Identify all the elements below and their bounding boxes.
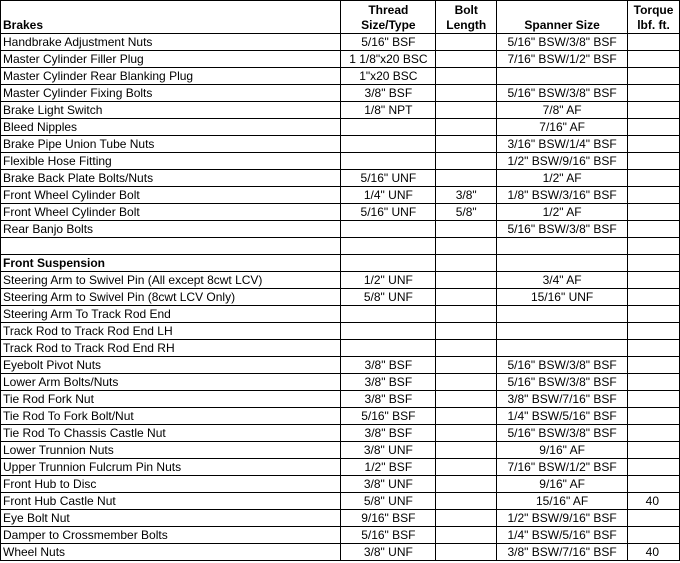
table-row — [1, 306, 680, 323]
cell-thread — [341, 136, 436, 153]
cell-spanner — [497, 68, 628, 85]
cell-thread: 5/8" UNF — [341, 493, 436, 510]
cell-thread: 5/16" BSF — [341, 34, 436, 51]
cell-spanner — [497, 323, 628, 340]
header-bolt-line1: Bolt — [454, 3, 478, 17]
cell-torque — [628, 204, 680, 221]
cell-component: Front Hub to Disc — [1, 476, 341, 493]
cell-component: Eye Bolt Nut — [1, 510, 341, 527]
table-row — [1, 34, 680, 51]
cell-torque — [628, 34, 680, 51]
cell-component: Front Wheel Cylinder Bolt — [1, 187, 341, 204]
cell-spanner: 1/4" BSW/5/16" BSF — [497, 527, 628, 544]
table-row — [1, 136, 680, 153]
cell-component: Tie Rod To Fork Bolt/Nut — [1, 408, 341, 425]
cell-component: Brake Light Switch — [1, 102, 341, 119]
cell-bolt-length — [436, 136, 497, 153]
cell-bolt-length — [436, 306, 497, 323]
cell-torque: 40 — [628, 544, 680, 561]
cell-thread: 1/8" NPT — [341, 102, 436, 119]
table-row — [1, 119, 680, 136]
cell-bolt-length — [436, 425, 497, 442]
table-row — [1, 153, 680, 170]
cell-torque — [628, 340, 680, 357]
cell-torque — [628, 425, 680, 442]
cell-bolt-length: 5/8" — [436, 204, 497, 221]
cell-bolt-length — [436, 476, 497, 493]
cell-bolt-length — [436, 357, 497, 374]
cell-torque — [628, 408, 680, 425]
cell-torque — [628, 136, 680, 153]
cell-spanner: 3/4" AF — [497, 272, 628, 289]
cell-thread: 1"x20 BSC — [341, 68, 436, 85]
cell-torque — [628, 153, 680, 170]
cell-spanner: 1/2" AF — [497, 204, 628, 221]
cell-spanner: 9/16" AF — [497, 476, 628, 493]
cell-component: Lower Arm Bolts/Nuts — [1, 374, 341, 391]
cell-thread — [341, 323, 436, 340]
cell-bolt-length — [436, 85, 497, 102]
cell-component — [1, 238, 341, 255]
cell-bolt-length: 3/8" — [436, 187, 497, 204]
cell-spanner: 3/8" BSW/7/16" BSF — [497, 391, 628, 408]
cell-thread: 5/8" UNF — [341, 289, 436, 306]
table-row — [1, 102, 680, 119]
cell-torque — [628, 238, 680, 255]
table-row — [1, 357, 680, 374]
cell-torque — [628, 255, 680, 272]
cell-component: Track Rod to Track Rod End RH — [1, 340, 341, 357]
cell-bolt-length — [436, 221, 497, 238]
cell-torque — [628, 272, 680, 289]
cell-torque — [628, 170, 680, 187]
table-row — [1, 272, 680, 289]
cell-thread — [341, 153, 436, 170]
table-row — [1, 510, 680, 527]
cell-thread: 5/16" UNF — [341, 204, 436, 221]
table-row — [1, 425, 680, 442]
cell-torque — [628, 221, 680, 238]
cell-spanner: 5/16" BSW/3/8" BSF — [497, 374, 628, 391]
cell-thread — [341, 119, 436, 136]
cell-spanner: 15/16" AF — [497, 493, 628, 510]
cell-torque — [628, 527, 680, 544]
cell-spanner — [497, 238, 628, 255]
cell-component: Steering Arm to Swivel Pin (8cwt LCV Only) — [1, 289, 341, 306]
table-row — [1, 187, 680, 204]
cell-torque — [628, 357, 680, 374]
header-thread-line2: Size/Type — [361, 18, 416, 32]
table-row — [1, 493, 680, 510]
table-row — [1, 289, 680, 306]
cell-component: Flexible Hose Fitting — [1, 153, 341, 170]
cell-bolt-length — [436, 391, 497, 408]
section-header-row — [1, 255, 680, 272]
cell-bolt-length — [436, 34, 497, 51]
header-thread — [341, 1, 436, 34]
cell-component: Track Rod to Track Rod End LH — [1, 323, 341, 340]
cell-bolt-length — [436, 323, 497, 340]
table-row — [1, 374, 680, 391]
cell-bolt-length — [436, 544, 497, 561]
cell-component: Steering Arm to Swivel Pin (All except 8cwt LCV) — [1, 272, 341, 289]
cell-component: Tie Rod Fork Nut — [1, 391, 341, 408]
cell-spanner — [497, 340, 628, 357]
cell-spanner: 5/16" BSW/3/8" BSF — [497, 357, 628, 374]
cell-component: Bleed Nipples — [1, 119, 341, 136]
cell-torque — [628, 323, 680, 340]
table-row — [1, 323, 680, 340]
cell-component: Rear Banjo Bolts — [1, 221, 341, 238]
cell-bolt-length — [436, 510, 497, 527]
header-torque-line2: lbf. ft. — [637, 18, 670, 32]
cell-bolt-length — [436, 442, 497, 459]
table-row — [1, 408, 680, 425]
cell-spanner: 7/8" AF — [497, 102, 628, 119]
cell-spanner: 5/16" BSW/3/8" BSF — [497, 85, 628, 102]
table-row — [1, 68, 680, 85]
header-spanner: Spanner Size — [497, 1, 628, 34]
cell-torque: 40 — [628, 493, 680, 510]
cell-component: Handbrake Adjustment Nuts — [1, 34, 341, 51]
cell-spanner: 1/2" AF — [497, 170, 628, 187]
cell-thread — [341, 221, 436, 238]
cell-torque — [628, 391, 680, 408]
cell-spanner: 1/2" BSW/9/16" BSF — [497, 510, 628, 527]
cell-torque — [628, 68, 680, 85]
cell-spanner: 5/16" BSW/3/8" BSF — [497, 34, 628, 51]
cell-torque — [628, 51, 680, 68]
cell-thread — [341, 255, 436, 272]
cell-bolt-length — [436, 255, 497, 272]
cell-thread: 3/8" BSF — [341, 374, 436, 391]
header-component: Brakes — [1, 1, 341, 34]
cell-spanner: 3/16" BSW/1/4" BSF — [497, 136, 628, 153]
header-row — [1, 1, 680, 34]
cell-torque — [628, 476, 680, 493]
table-row — [1, 238, 680, 255]
cell-thread: 1/2" UNF — [341, 272, 436, 289]
table-row — [1, 459, 680, 476]
cell-thread — [341, 306, 436, 323]
table-row — [1, 170, 680, 187]
table-row — [1, 85, 680, 102]
cell-torque — [628, 510, 680, 527]
cell-thread: 3/8" BSF — [341, 85, 436, 102]
cell-torque — [628, 187, 680, 204]
cell-component: Lower Trunnion Nuts — [1, 442, 341, 459]
table-row — [1, 51, 680, 68]
cell-component: Eyebolt Pivot Nuts — [1, 357, 341, 374]
cell-component: Master Cylinder Rear Blanking Plug — [1, 68, 341, 85]
cell-torque — [628, 119, 680, 136]
cell-spanner: 1/4" BSW/5/16" BSF — [497, 408, 628, 425]
table-row — [1, 204, 680, 221]
cell-bolt-length — [436, 459, 497, 476]
table-row — [1, 442, 680, 459]
cell-thread: 3/8" UNF — [341, 544, 436, 561]
cell-thread: 3/8" BSF — [341, 391, 436, 408]
cell-spanner: 7/16" AF — [497, 119, 628, 136]
cell-bolt-length — [436, 408, 497, 425]
cell-bolt-length — [436, 374, 497, 391]
cell-thread: 5/16" BSF — [341, 527, 436, 544]
cell-thread: 9/16" BSF — [341, 510, 436, 527]
cell-spanner: 5/16" BSW/3/8" BSF — [497, 425, 628, 442]
cell-spanner: 3/8" BSW/7/16" BSF — [497, 544, 628, 561]
cell-spanner: 15/16" UNF — [497, 289, 628, 306]
cell-torque — [628, 374, 680, 391]
cell-spanner: 7/16" BSW/1/2" BSF — [497, 459, 628, 476]
table-row — [1, 544, 680, 561]
cell-bolt-length — [436, 527, 497, 544]
cell-thread: 1/2" BSF — [341, 459, 436, 476]
cell-bolt-length — [436, 272, 497, 289]
cell-bolt-length — [436, 153, 497, 170]
cell-component: Master Cylinder Fixing Bolts — [1, 85, 341, 102]
cell-spanner — [497, 306, 628, 323]
cell-component: Tie Rod To Chassis Castle Nut — [1, 425, 341, 442]
table-row — [1, 340, 680, 357]
header-torque-line1: Torque — [633, 3, 674, 17]
header-bolt-length — [436, 1, 497, 34]
header-torque — [628, 1, 680, 34]
cell-spanner — [497, 255, 628, 272]
cell-spanner: 7/16" BSW/1/2" BSF — [497, 51, 628, 68]
cell-thread — [341, 238, 436, 255]
table-row — [1, 527, 680, 544]
table-row — [1, 476, 680, 493]
cell-bolt-length — [436, 51, 497, 68]
cell-bolt-length — [436, 238, 497, 255]
cell-bolt-length — [436, 170, 497, 187]
cell-component: Steering Arm To Track Rod End — [1, 306, 341, 323]
cell-component: Upper Trunnion Fulcrum Pin Nuts — [1, 459, 341, 476]
cell-spanner: 9/16" AF — [497, 442, 628, 459]
table-row — [1, 221, 680, 238]
cell-torque — [628, 442, 680, 459]
cell-thread: 5/16" BSF — [341, 408, 436, 425]
table-row — [1, 391, 680, 408]
cell-torque — [628, 289, 680, 306]
cell-bolt-length — [436, 340, 497, 357]
cell-spanner: 1/8" BSW/3/16" BSF — [497, 187, 628, 204]
cell-thread — [341, 340, 436, 357]
cell-thread: 3/8" BSF — [341, 357, 436, 374]
cell-torque — [628, 459, 680, 476]
header-thread-line1: Thread — [368, 3, 409, 17]
cell-component: Front Hub Castle Nut — [1, 493, 341, 510]
header-bolt-line2: Length — [446, 18, 487, 32]
cell-spanner: 1/2" BSW/9/16" BSF — [497, 153, 628, 170]
cell-thread: 3/8" BSF — [341, 425, 436, 442]
cell-component: Front Wheel Cylinder Bolt — [1, 204, 341, 221]
cell-component: Damper to Crossmember Bolts — [1, 527, 341, 544]
cell-bolt-length — [436, 119, 497, 136]
cell-component: Front Suspension — [1, 255, 341, 272]
cell-component: Brake Pipe Union Tube Nuts — [1, 136, 341, 153]
cell-spanner: 5/16" BSW/3/8" BSF — [497, 221, 628, 238]
cell-component: Brake Back Plate Bolts/Nuts — [1, 170, 341, 187]
cell-component: Master Cylinder Filler Plug — [1, 51, 341, 68]
cell-thread: 1/4" UNF — [341, 187, 436, 204]
cell-torque — [628, 102, 680, 119]
cell-torque — [628, 306, 680, 323]
cell-bolt-length — [436, 289, 497, 306]
cell-torque — [628, 85, 680, 102]
cell-bolt-length — [436, 493, 497, 510]
cell-thread: 3/8" UNF — [341, 476, 436, 493]
cell-thread: 1 1/8"x20 BSC — [341, 51, 436, 68]
cell-bolt-length — [436, 102, 497, 119]
cell-thread: 3/8" UNF — [341, 442, 436, 459]
cell-component: Wheel Nuts — [1, 544, 341, 561]
cell-thread: 5/16" UNF — [341, 170, 436, 187]
cell-bolt-length — [436, 68, 497, 85]
